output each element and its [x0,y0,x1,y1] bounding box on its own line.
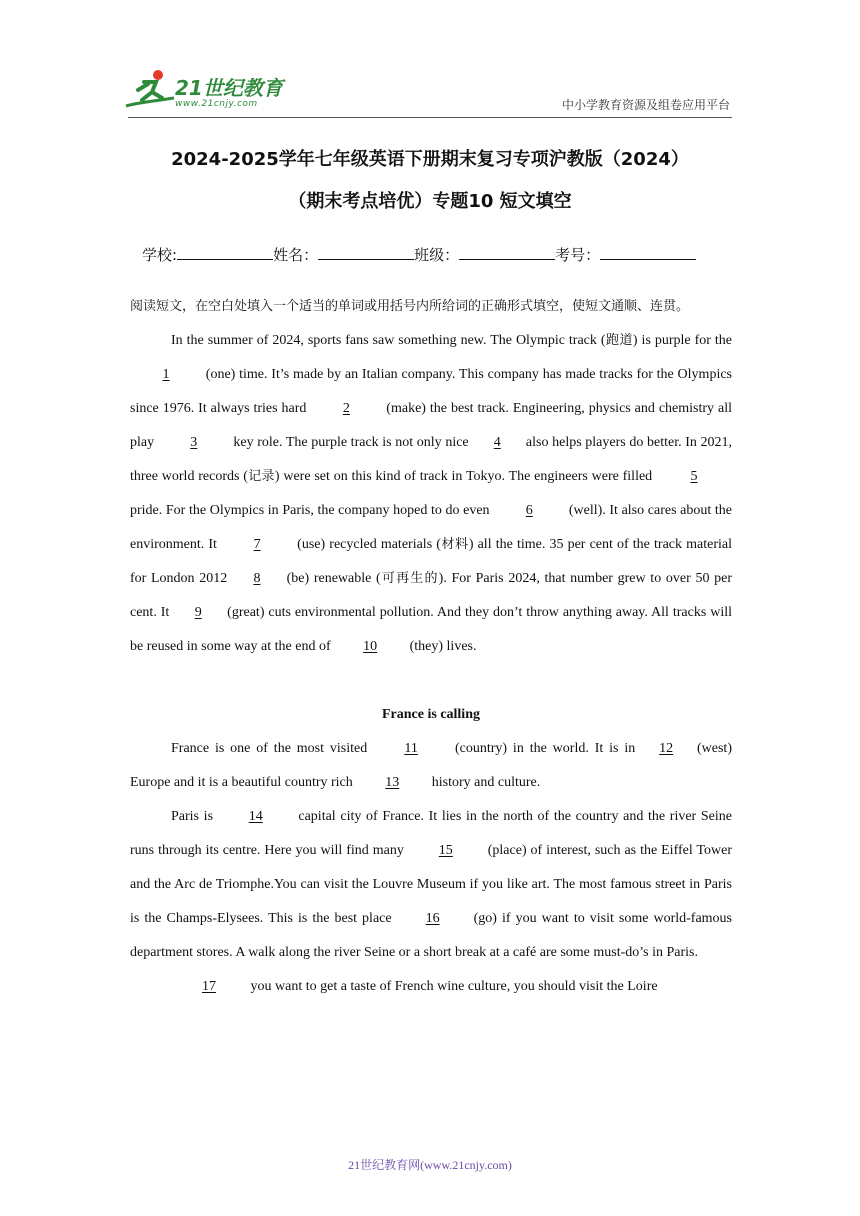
school-label: 学校: [142,246,178,264]
blank-13[interactable]: 13 [385,775,400,790]
passage-wine-paragraph [130,970,732,1004]
passage-text: also helps players do better. In 2021, three world records ( [130,435,733,484]
number-blank[interactable] [600,244,696,260]
blank-16[interactable]: 16 [425,911,440,926]
passage-text: (use) recycled materials ( [293,537,441,552]
logo [122,68,292,116]
blank-14[interactable]: 14 [248,809,263,824]
school-blank[interactable] [177,244,273,260]
name-blank[interactable] [318,244,414,260]
passage-text: ) is purple for the [632,333,732,348]
passage-text: history and culture. [428,775,541,790]
passage-text: capital city of France. It lies in the north of the country and the river Seine runs through its centre. Here you will find many [130,809,732,858]
name-label: 姓名： [273,246,319,264]
passage-text: Paris is [171,809,218,824]
passage-france-paragraph [130,732,732,800]
passage-text: In the summer of 2024, sports fans saw something new. The Olympic track ( [171,333,606,348]
page-header [0,0,860,118]
passage-text: you want to get a taste of French wine culture, you should visit the Loire [247,979,658,994]
passage-note: 记录 [247,469,275,484]
passage-text: (go) if you want to visit some world-famous department stores. A walk along the river Seine or a short break at a café are some must-do’s in Paris. [130,911,733,960]
passage-paris-paragraph [130,800,732,970]
page-subtitle: （期末考点培优）专题10 短文填空 [288,191,572,212]
passage-text: (one) time. It’s made by an Italian company. This company has made tracks for the Olympics since 1976. It always tries hard [130,367,732,416]
page-title: 2024-2025学年七年级英语下册期末复习专项沪教版（2024） [171,149,689,170]
passage-text: (be) renewable ( [281,571,381,586]
header-divider [128,117,732,118]
blank-4[interactable]: 4 [493,435,501,450]
blank-12[interactable]: 12 [659,741,674,756]
blank-1[interactable]: 1 [162,367,170,382]
logo-url: www.21cnjy.com [175,99,258,109]
class-label: 班级： [414,246,460,264]
passage-text: key role. The purple track is not only nice [229,435,473,450]
student-info-line [142,244,696,265]
passage-text: (well). It also cares about the environment. It [130,503,732,552]
passage-title: France is calling [382,707,480,722]
number-label: 考号： [555,246,601,264]
page-footer: 21世纪教育网(www.21cnjy.com) [348,1158,512,1172]
blank-10[interactable]: 10 [363,639,378,654]
runner-logo-icon [122,68,178,114]
passage-note: 可再生的 [380,571,439,586]
passage-text: (make) the best track. Engineering, physics and chemistry all play [130,401,732,450]
passage-text: ) were set on this kind of track in Tokyo. The engineers were filled [274,469,656,484]
passage-text: (country) in the world. It is in [449,741,642,756]
passage-text: (place) of interest, such as the Eiffel Tower and the Arc de Triomphe.You can visit the Louvre Museum if you like art. The most famous street in Paris is the Champs-Elysees. This is the best place [130,843,732,926]
logo-text: 21世纪教育 [175,76,283,100]
blank-9[interactable]: 9 [194,605,202,620]
blank-7[interactable]: 7 [253,537,261,552]
passage-text: (they) lives. [406,639,477,654]
platform-name: 中小学教育资源及组卷应用平台 [561,98,730,112]
passage-text: pride. For the Olympics in Paris, the company hoped to do even [130,503,494,518]
blank-2[interactable]: 2 [342,401,350,416]
blank-15[interactable]: 15 [438,843,453,858]
blank-8[interactable]: 8 [253,571,261,586]
passage-text: (great) cuts environmental pollution. And they don’t throw anything away. All tracks will be reused in some way at the end of [130,605,733,654]
passage-text: ) all the time. 35 per cent of the track material for London 2012 [130,537,732,586]
class-blank[interactable] [459,244,555,260]
passage-olympic-track [130,324,732,664]
passage-text: ). For Paris 2024, that number grew to over 50 per cent. It [130,571,732,620]
blank-5[interactable]: 5 [690,469,698,484]
blank-6[interactable]: 6 [525,503,533,518]
blank-17[interactable]: 17 [202,979,216,994]
passage-note: 材料 [440,537,469,552]
passage-text: France is one of the most visited [171,741,374,756]
blank-3[interactable]: 3 [190,435,198,450]
passage-text: (west) Europe and it is a beautiful country rich [130,741,732,790]
blank-11[interactable]: 11 [404,741,418,756]
exercise-content [130,290,732,1004]
instruction: 阅读短文，在空白处填入一个适当的单词或用括号内所给词的正确形式填空，使短文通顺、连贯。 [130,299,690,314]
passage-note: 跑道 [605,333,633,348]
